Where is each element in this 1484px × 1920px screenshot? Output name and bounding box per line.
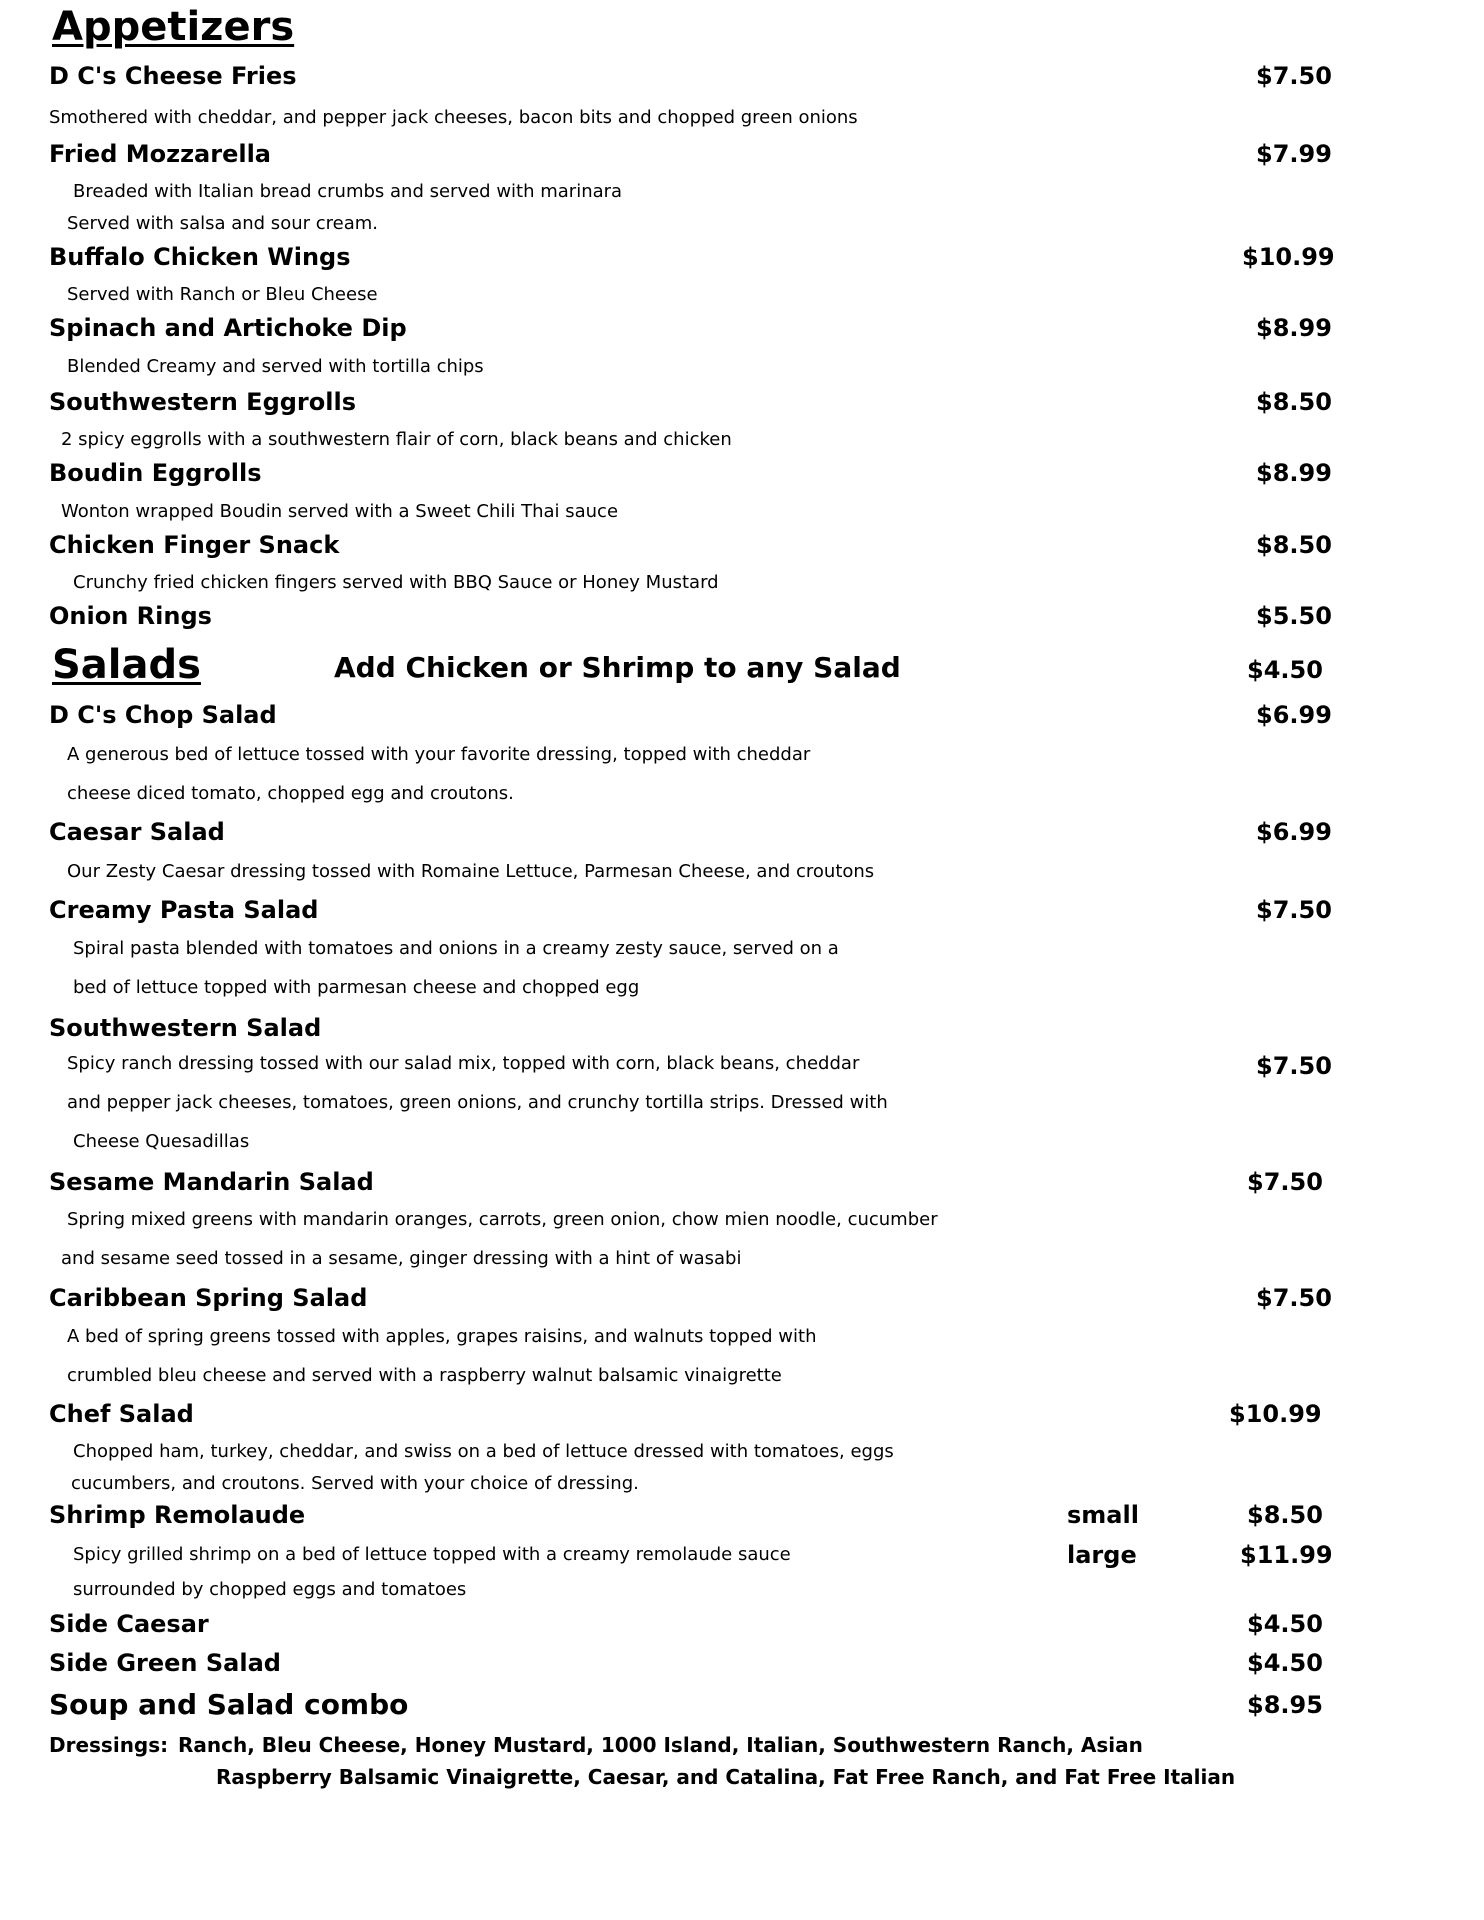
item-price: $7.50 — [1247, 1168, 1323, 1196]
item-name: Chef Salad — [49, 1400, 194, 1428]
item-name: Shrimp Remolaude — [49, 1501, 306, 1529]
item-description: cucumbers, and croutons. Served with your choice of dressing. — [71, 1473, 639, 1494]
item-name: Onion Rings — [49, 602, 212, 630]
item-description: A generous bed of lettuce tossed with your favorite dressing, topped with cheddar — [67, 744, 811, 765]
item-description: Our Zesty Caesar dressing tossed with Romaine Lettuce, Parmesan Cheese, and croutons — [67, 861, 875, 882]
item-price: $6.99 — [1256, 818, 1332, 846]
item-name: D C's Chop Salad — [49, 701, 277, 729]
item-description: crumbled bleu cheese and served with a raspberry walnut balsamic vinaigrette — [67, 1365, 782, 1386]
size-label-large: large — [1067, 1541, 1137, 1569]
item-price: $8.50 — [1256, 388, 1332, 416]
item-description: Blended Creamy and served with tortilla chips — [67, 356, 484, 377]
item-price: $8.95 — [1247, 1691, 1323, 1719]
appetizers-heading: Appetizers — [52, 4, 295, 50]
item-description: surrounded by chopped eggs and tomatoes — [73, 1579, 467, 1600]
item-description: bed of lettuce topped with parmesan cheese and chopped egg — [73, 977, 640, 998]
item-price: $7.50 — [1256, 1052, 1332, 1080]
item-description: Wonton wrapped Boudin served with a Sweet Chili Thai sauce — [61, 501, 619, 522]
item-name: Fried Mozzarella — [49, 140, 271, 168]
item-price: $4.50 — [1247, 1610, 1323, 1638]
item-description: Spicy grilled shrimp on a bed of lettuce topped with a creamy remolaude sauce — [73, 1544, 791, 1565]
salad-addon-price: $4.50 — [1247, 656, 1323, 684]
item-description: Cheese Quesadillas — [73, 1131, 250, 1152]
item-description: Chopped ham, turkey, cheddar, and swiss on a bed of lettuce dressed with tomatoes, eggs — [73, 1441, 894, 1462]
item-description: cheese diced tomato, chopped egg and croutons. — [67, 783, 514, 804]
item-description: Crunchy fried chicken fingers served with BBQ Sauce or Honey Mustard — [73, 572, 719, 593]
item-price-large: $11.99 — [1240, 1541, 1333, 1569]
item-price: $7.50 — [1256, 62, 1332, 90]
item-name: Caribbean Spring Salad — [49, 1284, 368, 1312]
item-name: Spinach and Artichoke Dip — [49, 314, 407, 342]
item-description: and sesame seed tossed in a sesame, ginger dressing with a hint of wasabi — [61, 1248, 742, 1269]
item-description: Served with salsa and sour cream. — [67, 213, 378, 234]
dressings-label: Dressings: — [49, 1733, 169, 1757]
item-name: Side Green Salad — [49, 1649, 281, 1677]
item-price: $7.99 — [1256, 140, 1332, 168]
item-price: $8.50 — [1256, 531, 1332, 559]
item-price: $8.99 — [1256, 314, 1332, 342]
item-price: $7.50 — [1256, 1284, 1332, 1312]
item-name: Sesame Mandarin Salad — [49, 1168, 374, 1196]
salad-addon-text: Add Chicken or Shrimp to any Salad — [334, 651, 901, 684]
item-description: Spicy ranch dressing tossed with our salad mix, topped with corn, black beans, cheddar — [67, 1053, 860, 1074]
item-name: D C's Cheese Fries — [49, 62, 297, 90]
item-name: Side Caesar — [49, 1610, 209, 1638]
item-price: $10.99 — [1229, 1400, 1322, 1428]
item-price: $8.99 — [1256, 459, 1332, 487]
item-price: $7.50 — [1256, 896, 1332, 924]
dressings-list: Ranch, Bleu Cheese, Honey Mustard, 1000 Island, Italian, Southwestern Ranch, Asian — [178, 1733, 1143, 1757]
item-name: Creamy Pasta Salad — [49, 896, 319, 924]
item-description: Breaded with Italian bread crumbs and served with marinara — [73, 181, 623, 202]
item-price-small: $8.50 — [1247, 1501, 1323, 1529]
item-description: A bed of spring greens tossed with apples, grapes raisins, and walnuts topped with — [67, 1326, 817, 1347]
item-description: 2 spicy eggrolls with a southwestern flair of corn, black beans and chicken — [61, 429, 732, 450]
item-description: Spring mixed greens with mandarin oranges, carrots, green onion, chow mien noodle, cucumber — [67, 1209, 938, 1230]
size-label-small: small — [1067, 1501, 1139, 1529]
item-price: $10.99 — [1242, 243, 1335, 271]
item-name: Southwestern Salad — [49, 1014, 322, 1042]
dressings-list: Raspberry Balsamic Vinaigrette, Caesar, and Catalina, Fat Free Ranch, and Fat Free Italian — [216, 1765, 1236, 1789]
item-name: Buffalo Chicken Wings — [49, 243, 351, 271]
salads-heading: Salads — [52, 642, 201, 688]
item-price: $6.99 — [1256, 701, 1332, 729]
item-price: $5.50 — [1256, 602, 1332, 630]
item-name: Chicken Finger Snack — [49, 531, 340, 559]
item-price: $4.50 — [1247, 1649, 1323, 1677]
item-description: Smothered with cheddar, and pepper jack cheeses, bacon bits and chopped green onions — [49, 107, 858, 128]
item-name: Southwestern Eggrolls — [49, 388, 356, 416]
item-description: Served with Ranch or Bleu Cheese — [67, 284, 378, 305]
item-description: Spiral pasta blended with tomatoes and onions in a creamy zesty sauce, served on a — [73, 938, 839, 959]
item-description: and pepper jack cheeses, tomatoes, green onions, and crunchy tortilla strips. Dressed with — [67, 1092, 888, 1113]
item-name: Soup and Salad combo — [49, 1688, 409, 1721]
item-name: Caesar Salad — [49, 818, 225, 846]
item-name: Boudin Eggrolls — [49, 459, 262, 487]
